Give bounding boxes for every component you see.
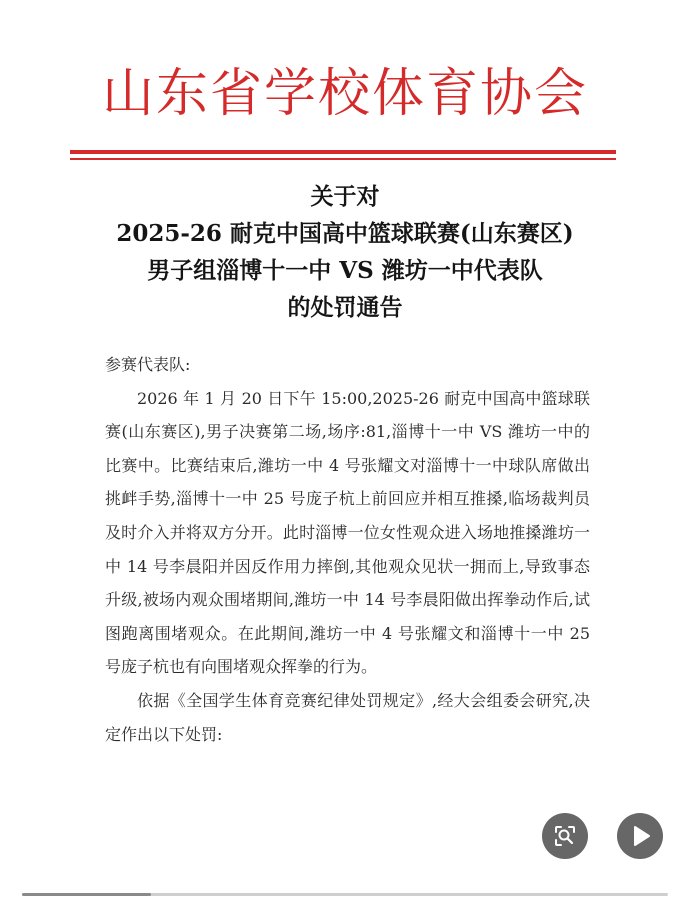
progress-fill <box>22 893 151 896</box>
header-rule-thick <box>70 150 616 154</box>
title-line-2: 2025-26 耐克中国高中篮球联赛(山东赛区) <box>116 220 574 247</box>
progress-bar[interactable] <box>22 893 668 896</box>
org-header: 山东省学校体育协会 <box>101 64 588 124</box>
title-line-3: 男子组淄博十一中 VS 潍坊一中代表队 <box>147 257 543 284</box>
title-line-4: 的处罚通告 <box>287 294 403 321</box>
play-icon <box>617 813 663 859</box>
play-button[interactable] <box>617 813 663 859</box>
header-rule-thin <box>70 158 616 160</box>
notice-title <box>0 178 690 326</box>
title-line-1: 关于对 <box>310 183 380 210</box>
salutation: 参赛代表队: <box>105 355 191 374</box>
image-search-button[interactable] <box>542 813 588 859</box>
incident-paragraph: 2026 年 1 月 20 日下午 15:00,2025-26 耐克中国高中篮球联赛(山东赛区),男子决赛第二场,场序:81,淄博十一中 VS 潍坊一中的比赛中。比赛结束后,潍坊一中 4 号张耀文对淄博十一中球队席做出挑衅手势,淄博十一中 25 号庞子杭上前回应并相互推搡,临场裁判员及时介入并将双方分开。此时淄博一位女性观众进入场地推搡潍坊一中 14 号李晨阳并因反作用力摔倒,其他观众见状一拥而上,导致事态升级,被场内观众围堵期间,潍坊一中 14 号李晨阳做出挥拳动作后,试图跑离围堵观众。在此期间,潍坊一中 4 号张耀文和淄博十一中 25 号庞子杭也有向围堵观众挥拳的行为。 <box>105 388 590 677</box>
notice-body <box>105 348 590 751</box>
image-search-icon <box>542 813 588 859</box>
decision-paragraph: 依据《全国学生体育竞赛纪律处罚规定》,经大会组委会研究,决定作出以下处罚: <box>105 690 590 744</box>
